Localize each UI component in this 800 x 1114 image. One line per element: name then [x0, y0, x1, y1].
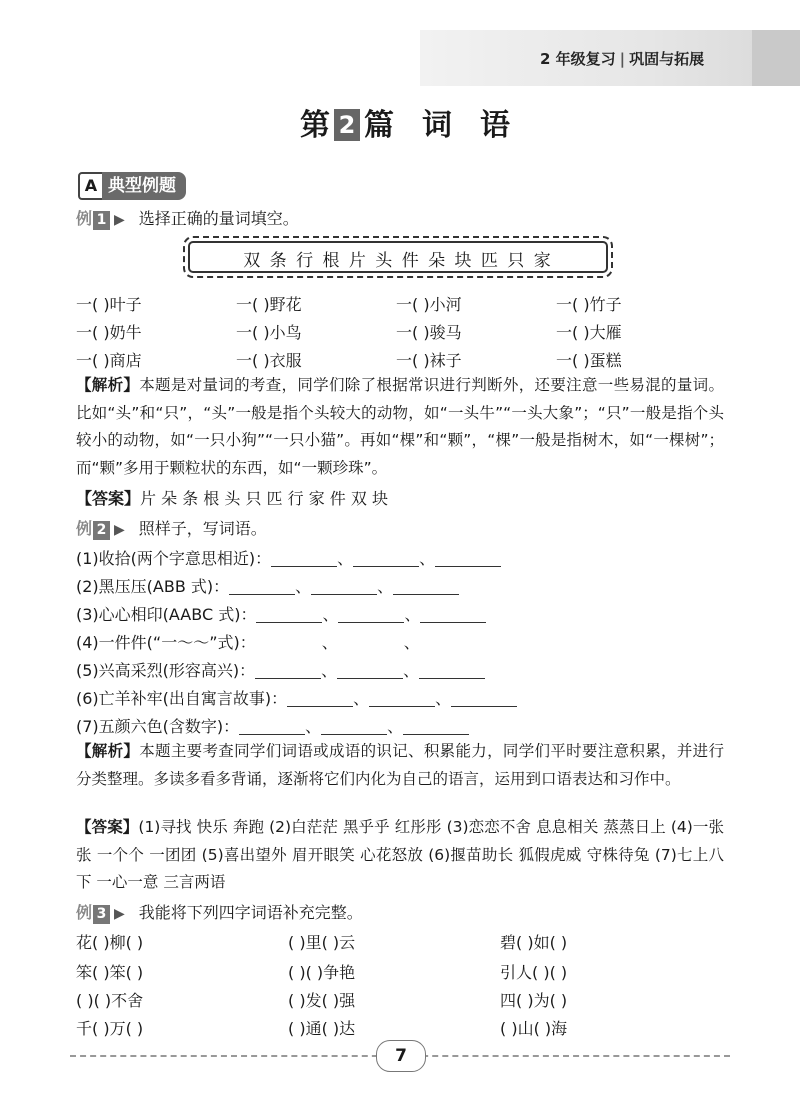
item-prompt: (3)心心相印(AABC 式)：	[76, 605, 257, 624]
separator: 、	[322, 605, 339, 624]
idiom-item: ( )( )不舍	[76, 991, 144, 1010]
ex2-item-6	[76, 686, 517, 709]
idiom-item: ( )( )争艳	[288, 963, 356, 982]
separator: 、	[295, 577, 312, 596]
example-instruction: 我能将下列四字词语补充完整。	[138, 903, 363, 922]
title-prefix: 第	[300, 108, 330, 143]
ex2-item-7	[76, 714, 469, 737]
example-2-header	[76, 516, 267, 540]
item-prompt: (6)亡羊补牢(出自寓言故事)：	[76, 689, 288, 708]
blank[interactable]	[311, 578, 377, 595]
separator: 、	[353, 689, 370, 708]
separator: 、	[387, 717, 404, 736]
separator: 、	[404, 605, 421, 624]
blank[interactable]	[229, 578, 295, 595]
fill-item: 一( )衣服	[236, 351, 302, 370]
title-suffix: 篇	[364, 108, 394, 143]
ex2-answer	[76, 814, 724, 897]
analysis-text: 本题是对量词的考查，同学们除了根据常识进行判断外，还要注意一些易混的量词。比如“头”和“只”，“头”一般是指个头较大的动物，如“一头牛”“一头大象”；“只”一般是指个头较小的动物，如“一只小狗”“一只小猫”。再如“棵”和“颗”，“棵”一般是指树木，如“一棵树”；而“颗”多用于颗粒状的东西，如“一颗珍珠”。	[76, 376, 724, 477]
fill-item: 一( )竹子	[556, 295, 622, 314]
idiom-item: ( )通( )达	[288, 1019, 356, 1038]
separator: 、	[403, 633, 420, 652]
ex2-item-1	[76, 546, 501, 569]
word-box	[183, 236, 613, 278]
blank[interactable]	[353, 550, 419, 567]
ex2-item-3	[76, 602, 486, 625]
example-number: 3	[93, 905, 110, 924]
item-prompt: (7)五颜六色(含数字)：	[76, 717, 240, 736]
fill-item: 一( )小河	[396, 295, 462, 314]
separator: 、	[321, 633, 338, 652]
ex2-item-2	[76, 574, 459, 597]
running-header	[540, 48, 704, 69]
item-prompt: (5)兴高采烈(形容高兴)：	[76, 661, 256, 680]
example-instruction: 选择正确的量词填空。	[138, 209, 299, 228]
idiom-item: ( )里( )云	[288, 933, 356, 952]
title-word-2: 语	[480, 108, 510, 143]
fill-item: 一( )袜子	[396, 351, 462, 370]
ex1-analysis	[76, 372, 724, 482]
analysis-text: 本题主要考查同学们词语或成语的识记、积累能力，同学们平时要注意积累，并进行分类整理。多读多看多背诵，逐渐将它们内化为自己的语言，运用到口语表达和习作中。	[76, 742, 724, 788]
blank[interactable]	[393, 578, 459, 595]
blank[interactable]	[451, 690, 517, 707]
fill-item: 一( )蛋糕	[556, 351, 622, 370]
blank[interactable]	[338, 606, 404, 623]
example-instruction: 照样子，写词语。	[138, 519, 267, 538]
section-label: 典型例题	[102, 172, 186, 200]
example-number: 2	[93, 521, 110, 540]
blank[interactable]	[256, 606, 322, 623]
answer-text: 片 朵 条 根 头 只 匹 行 家 件 双 块	[140, 489, 388, 508]
separator: 、	[377, 577, 394, 596]
separator: 、	[337, 549, 354, 568]
blank[interactable]	[419, 662, 485, 679]
ex2-item-4	[76, 630, 420, 653]
header-grade: 2 年级复习	[540, 50, 616, 68]
answer-text: (1)寻找 快乐 奔跑 (2)白茫茫 黑乎乎 红彤彤 (3)恋恋不舍 息息相关 蒸蒸日上 (4)一张张 一个个 一团团 (5)喜出望外 眉开眼笑 心花怒放 (6)揠苗助长 狐假虎威 守株待兔 (7)七上八下 一心一意 三言两语	[76, 818, 724, 891]
example-tag: 例	[76, 903, 93, 922]
idiom-item: 笨( )笨( )	[76, 963, 144, 982]
ex2-item-5	[76, 658, 485, 681]
arrow-icon: ▶	[114, 212, 125, 228]
answer-label: 【答案】	[76, 818, 139, 836]
item-prompt: (4)一件件(“一～～”式)：	[76, 633, 256, 652]
item-prompt: (1)收拾(两个字意思相近)：	[76, 549, 272, 568]
blank[interactable]	[321, 718, 387, 735]
idiom-item: 花( )柳( )	[76, 933, 144, 952]
idiom-item: ( )发( )强	[288, 991, 356, 1010]
blank[interactable]	[403, 718, 469, 735]
fill-item: 一( )奶牛	[76, 323, 142, 342]
fill-item: 一( )大雁	[556, 323, 622, 342]
page-number: 7	[376, 1040, 426, 1072]
idiom-item: 碧( )如( )	[500, 933, 568, 952]
blank[interactable]	[435, 550, 501, 567]
example-number: 1	[93, 211, 110, 230]
blank[interactable]	[255, 662, 321, 679]
blank[interactable]	[239, 718, 305, 735]
header-subtitle: 巩固与拓展	[629, 50, 705, 68]
analysis-label: 【解析】	[76, 742, 140, 760]
header-separator: |	[619, 50, 626, 68]
fill-item: 一( )小鸟	[236, 323, 302, 342]
arrow-icon: ▶	[114, 522, 125, 538]
idiom-item: 引人( )( )	[500, 963, 568, 982]
fill-item: 一( )商店	[76, 351, 142, 370]
title-number: 2	[334, 109, 360, 141]
example-3-header	[76, 900, 363, 924]
example-1-header	[76, 206, 299, 230]
word-box-text: 双 条 行 根 片 头 件 朵 块 匹 只 家	[243, 251, 553, 271]
ex2-analysis	[76, 738, 724, 793]
separator: 、	[321, 661, 338, 680]
idiom-item: 千( )万( )	[76, 1019, 144, 1038]
blank[interactable]	[369, 690, 435, 707]
fill-item: 一( )叶子	[76, 295, 142, 314]
blank[interactable]	[420, 606, 486, 623]
arrow-icon: ▶	[114, 906, 125, 922]
fill-item: 一( )骏马	[396, 323, 462, 342]
fill-item: 一( )野花	[236, 295, 302, 314]
separator: 、	[305, 717, 322, 736]
blank[interactable]	[271, 550, 337, 567]
section-tag	[78, 172, 186, 198]
blank[interactable]	[337, 662, 403, 679]
title-word-1: 词	[422, 108, 452, 143]
separator: 、	[419, 549, 436, 568]
separator: 、	[435, 689, 452, 708]
idiom-item: 四( )为( )	[500, 991, 568, 1010]
example-tag: 例	[76, 209, 93, 228]
example-tag: 例	[76, 519, 93, 538]
analysis-label: 【解析】	[76, 376, 140, 394]
separator: 、	[403, 661, 420, 680]
item-prompt: (2)黑压压(ABB 式)：	[76, 577, 230, 596]
answer-label: 【答案】	[76, 489, 141, 508]
section-letter: A	[78, 172, 104, 200]
idiom-item: ( )山( )海	[500, 1019, 568, 1038]
ex1-answer	[76, 486, 388, 509]
blank[interactable]	[287, 690, 353, 707]
page-title	[300, 100, 510, 144]
